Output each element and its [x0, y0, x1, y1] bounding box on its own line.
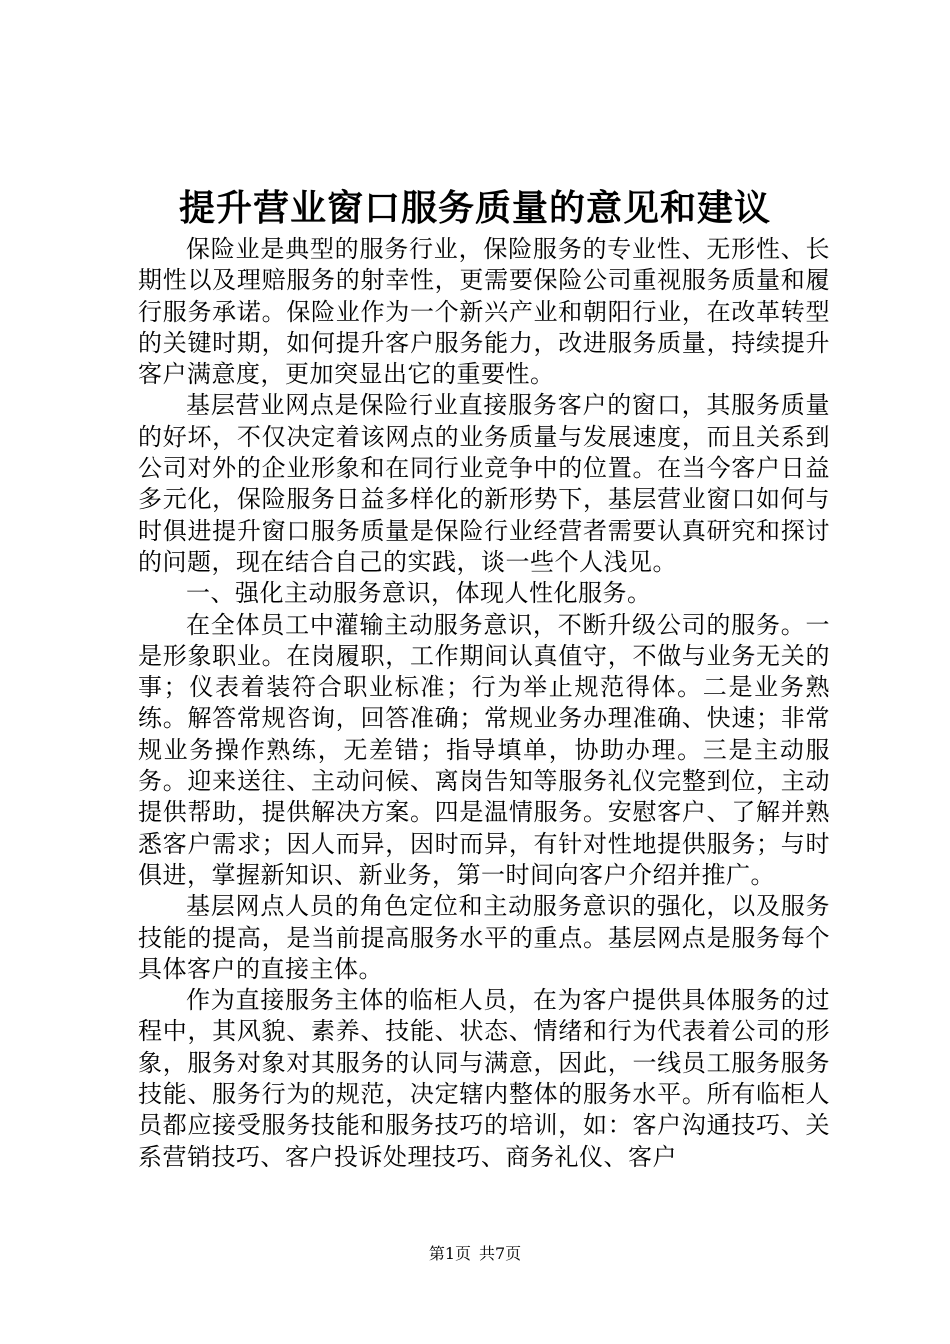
page-footer [0, 1244, 950, 1264]
paragraph-outlets: 基层营业网点是保险行业直接服务客户的窗口，其服务质量的好坏，不仅决定着该网点的业务质量与发展速度，而且关系到公司对外的企业形象和在同行业竞争中的位置。在当今客户日益多元化，保险服务日益多样化的新形势下，基层营业窗口如何与时俱进提升窗口服务质量是保险行业经营者需要认真研究和探讨的问题，现在结合自己的实践，谈一些个人浅见。 [138, 391, 830, 576]
paragraph-active-service: 在全体员工中灌输主动服务意识，不断升级公司的服务。一是形象职业。在岗履职，工作期间认真值守，不做与业务无关的事；仪表着装符合职业标准；行为举止规范得体。二是业务熟练。解答常规咨询，回答准确；常规业务办理准确、快速；非常规业务操作熟练，无差错；指导填单，协助办理。三是主动服务。迎来送往、主动问候、离岗告知等服务礼仪完整到位，主动提供帮助，提供解决方案。四是温情服务。安慰客户、了解并熟悉客户需求；因人而异，因时而异，有针对性地提供服务；与时俱进，掌握新知识、新业务，第一时间向客户介绍并推广。 [138, 610, 830, 889]
document-title: 提升营业窗口服务质量的意见和建议 [178, 187, 771, 229]
document-body [138, 234, 830, 1173]
paragraph-intro: 保险业是典型的服务行业，保险服务的专业性、无形性、长期性以及理赔服务的射幸性，更需要保险公司重视服务质量和履行服务承诺。保险业作为一个新兴产业和朝阳行业，在改革转型的关键时期，如何提升客户服务能力，改进服务质量，持续提升客户满意度，更加突显出它的重要性。 [138, 235, 830, 389]
paragraph-role-positioning: 基层网点人员的角色定位和主动服务意识的强化，以及服务技能的提高，是当前提高服务水平的重点。基层网点是服务每个具体客户的直接主体。 [138, 892, 830, 983]
section-heading-1: 一、强化主动服务意识，体现人性化服务。 [186, 579, 652, 608]
paragraph-counter-staff: 作为直接服务主体的临柜人员，在为客户提供具体服务的过程中，其风貌、素养、技能、状态、情绪和行为代表着公司的形象，服务对象对其服务的认同与满意，因此，一线员工服务服务技能、服务行为的规范，决定辖内整体的服务水平。所有临柜人员都应接受服务技能和服务技巧的培训，如：客户沟通技巧、关系营销技巧、客户投诉处理技巧、商务礼仪、客户 [138, 986, 830, 1171]
page-total: 共7页 [479, 1244, 522, 1263]
page-number: 第1页 [428, 1244, 471, 1263]
